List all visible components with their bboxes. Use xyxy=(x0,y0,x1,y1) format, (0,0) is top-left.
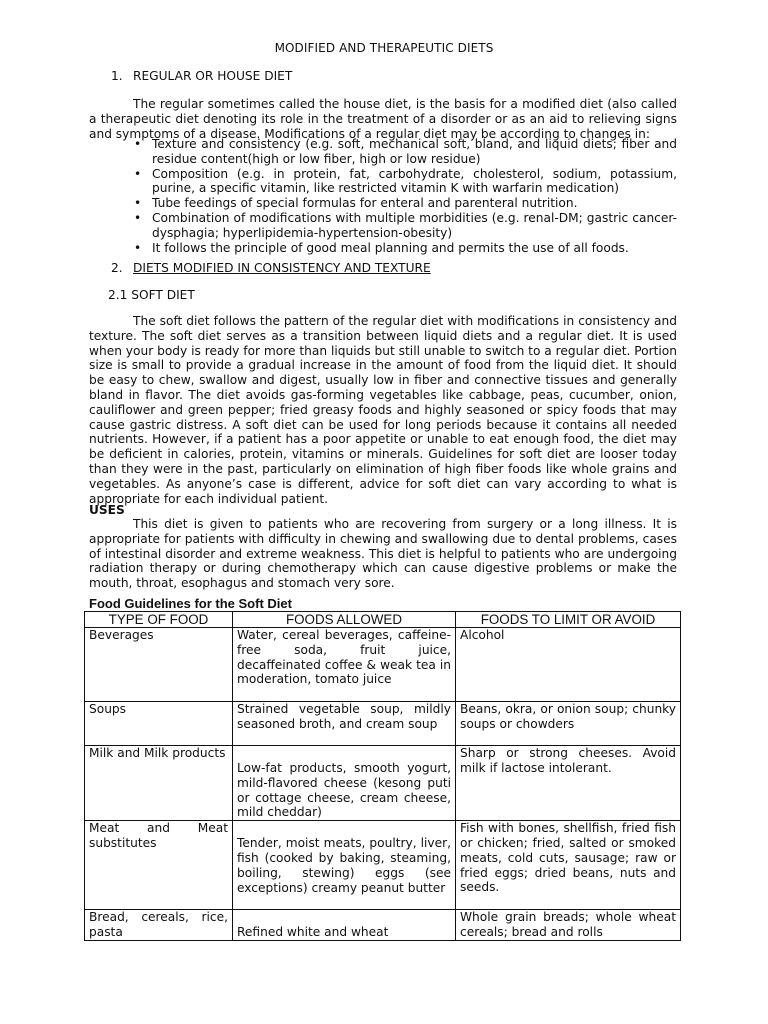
table-row xyxy=(85,628,681,702)
list-item: • Texture and consistency (e.g. soft, mechanical soft, bland, and liquid diets; fiber and residue content(high or low fiber, high or low residue) xyxy=(130,137,677,167)
table-row xyxy=(85,910,681,941)
section-1-heading xyxy=(111,69,292,84)
table-header-row xyxy=(85,612,681,628)
food-guidelines-table xyxy=(84,611,681,941)
foods-avoid-cell: Sharp or strong cheeses. Avoid milk if lactose intolerant. xyxy=(456,746,681,821)
food-type-cell: Milk and Milk products xyxy=(85,746,233,821)
foods-avoid-cell: Beans, okra, or onion soup; chunky soups or chowders xyxy=(456,702,681,746)
list-item: • It follows the principle of good meal planning and permits the use of all foods. xyxy=(130,241,677,256)
foods-allowed-cell: Low-fat products, smooth yogurt, mild-flavored cheese (kesong puti or cottage cheese, cream cheese, mild cheddar) xyxy=(233,746,456,821)
food-type-cell: Soups xyxy=(85,702,233,746)
table-row xyxy=(85,821,681,910)
foods-avoid-cell: Whole grain breads; whole wheat cereals; bread and rolls xyxy=(456,910,681,941)
column-header-avoid: FOODS TO LIMIT OR AVOID xyxy=(456,612,681,628)
modification-list xyxy=(130,137,677,255)
table-row xyxy=(85,746,681,821)
food-type-cell: Meat and Meat substitutes xyxy=(85,821,233,910)
document-title: MODIFIED AND THERAPEUTIC DIETS xyxy=(274,41,494,55)
food-type-cell: Bread, cereals, rice, pasta xyxy=(85,910,233,941)
column-header-type: TYPE OF FOOD xyxy=(85,612,233,628)
uses-heading: USES xyxy=(89,503,125,517)
column-header-allowed: FOODS ALLOWED xyxy=(233,612,456,628)
list-item: • Tube feedings of special formulas for enteral and parenteral nutrition. xyxy=(130,196,677,211)
food-type-cell: Beverages xyxy=(85,628,233,702)
section-1-title: REGULAR OR HOUSE DIET xyxy=(133,69,293,83)
section-1-paragraph: The regular sometimes called the house diet, is the basis for a modified diet (also called a therapeutic diet denoting its role in the treatment of a disorder or as an aid to relieving signs and symptoms of a disease. Modifications of a regular diet may be according to changes in: xyxy=(89,97,677,141)
soft-diet-paragraph: The soft diet follows the pattern of the regular diet with modifications in consistency and texture. The soft diet serves as a transition between liquid diets and a regular diet. It is used when your body is ready for more than liquids but still unable to switch to a regular diet. Portion size is small to provide a gradual increase in the amount of food from the liquid diet. It should be easy to chew, swallow and digest, usually low in fiber and connective tissues and generally bland in flavor. The diet avoids gas-forming vegetables like cabbage, peas, cucumber, onion, cauliflower and green pepper; fried greasy foods and highly seasoned or spicy foods that may cause gastric distress. A soft diet can be used for long periods because it contains all needed nutrients. However, if a patient has a poor appetite or unable to eat enough food, the diet may be deficient in calories, protein, vitamins or minerals. Guidelines for soft diet are looser today than they were in the past, particularly on elimination of high fiber foods like whole grains and vegetables. As anyone’s case is different, advice for soft diet can vary according to what is appropriate for each individual patient. xyxy=(89,314,677,506)
section-2-1-heading: 2.1 SOFT DIET xyxy=(108,288,195,302)
foods-allowed-cell: Refined white and wheat xyxy=(233,910,456,941)
foods-allowed-cell: Strained vegetable soup, mildly seasoned broth, and cream soup xyxy=(233,702,456,746)
foods-allowed-cell: Water, cereal beverages, caffeine-free soda, fruit juice, decaffeinated coffee & weak tea in moderation, tomato juice xyxy=(233,628,456,702)
section-2-number: 2. xyxy=(111,261,123,275)
section-2-title: DIETS MODIFIED IN CONSISTENCY AND TEXTURE xyxy=(133,261,431,275)
foods-allowed-cell: Tender, moist meats, poultry, liver, fish (cooked by baking, steaming, boiling, stewing) eggs (see exceptions) creamy peanut butter xyxy=(233,821,456,910)
foods-avoid-cell: Alcohol xyxy=(456,628,681,702)
section-2-heading xyxy=(111,261,431,276)
table-title: Food Guidelines for the Soft Diet xyxy=(89,596,292,611)
uses-paragraph: This diet is given to patients who are recovering from surgery or a long illness. It is appropriate for patients with difficulty in chewing and swallowing due to dental problems, cases of intestinal disorder and extreme weakness. This diet is helpful to patients who are undergoing radiation therapy or during chemotherapy which can cause digestive problems or make the mouth, throat, esophagus and stomach very sore. xyxy=(89,517,677,591)
foods-avoid-cell: Fish with bones, shellfish, fried fish or chicken; fried, salted or smoked meats, cold cuts, sausage; raw or fried eggs; dried beans, nuts and seeds. xyxy=(456,821,681,910)
list-item: • Combination of modifications with multiple morbidities (e.g. renal-DM; gastric cancer-dysphagia; hyperlipidemia-hypertension-obesity) xyxy=(130,211,677,241)
table-row xyxy=(85,702,681,746)
list-item: • Composition (e.g. in protein, fat, carbohydrate, cholesterol, sodium, potassium, purine, a specific vitamin, like restricted vitamin K with warfarin medication) xyxy=(130,167,677,197)
section-1-number: 1. xyxy=(111,69,123,83)
